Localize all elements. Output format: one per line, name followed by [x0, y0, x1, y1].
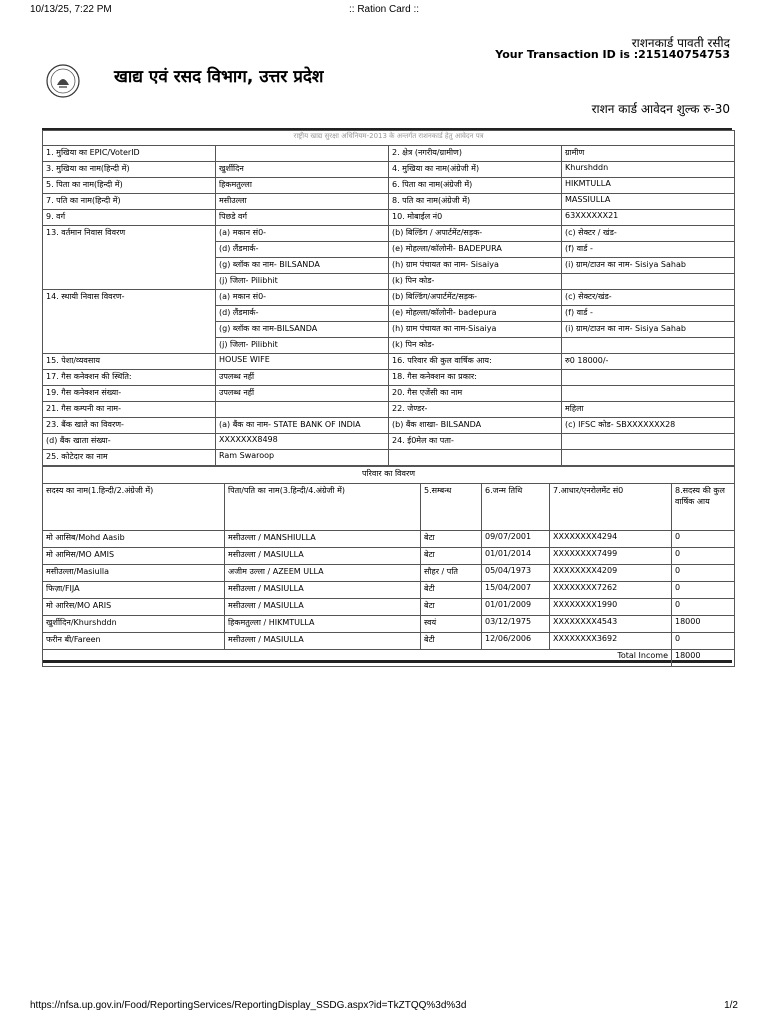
table-row — [43, 434, 735, 450]
member-relation: बेटी — [421, 582, 482, 599]
member-name: मो आसिब/Mohd Aasib — [43, 531, 225, 548]
address-part — [562, 274, 735, 290]
address-part: (c) सेक्टर / खंड- — [562, 226, 735, 242]
field-value: (a) बैंक का नाम- STATE BANK OF INDIA — [216, 418, 389, 434]
member-dob: 01/01/2009 — [482, 599, 550, 616]
current-address-label: 13. वर्तमान निवास विवरण — [43, 226, 216, 290]
field-value — [216, 146, 389, 162]
print-date: 10/13/25, 7:22 PM — [30, 4, 112, 15]
member-parent: हिकमतुल्ला / HIKMTULLA — [225, 616, 421, 633]
field-value: पिछडे वर्ग — [216, 210, 389, 226]
table-row — [43, 582, 735, 599]
field-label: 25. कोटेदार का नाम — [43, 450, 216, 466]
field-value: हिकमतुल्ला — [216, 178, 389, 194]
field-label: 9. वर्ग — [43, 210, 216, 226]
field-value — [562, 386, 735, 402]
total-income-label: Total Income — [43, 650, 672, 667]
address-part: (h) ग्राम पंचायत का नाम- Sisaiya — [389, 258, 562, 274]
table-row — [43, 226, 735, 242]
field-label: 17. गैस कनेक्शन की स्थिति: — [43, 370, 216, 386]
table-row — [43, 162, 735, 178]
table-row — [43, 531, 735, 548]
field-label: 8. पति का नाम(अंग्रेजी में) — [389, 194, 562, 210]
member-dob: 09/07/2001 — [482, 531, 550, 548]
field-label: 6. पिता का नाम(अंग्रेजी में) — [389, 178, 562, 194]
field-value — [562, 450, 735, 466]
field-label: 16. परिवार की कुल वार्षिक आय: — [389, 354, 562, 370]
member-relation: सौहर / पति — [421, 565, 482, 582]
table-row — [43, 633, 735, 650]
field-label: 3. मुखिया का नाम(हिन्दी में) — [43, 162, 216, 178]
field-label: 7. पति का नाम(हिन्दी में) — [43, 194, 216, 210]
form-subtitle: राष्ट्रीय खाद्य सुरक्षा अधिनियम-2013 के अन्तर्गत राशनकार्ड हेतु आवेदन पत्र — [43, 131, 735, 146]
member-relation: बेटा — [421, 548, 482, 565]
member-aadhaar: XXXXXXXX3692 — [550, 633, 672, 650]
table-row — [43, 194, 735, 210]
address-part: (e) मोहल्ला/कॉलोनी- BADEPURA — [389, 242, 562, 258]
member-relation: स्वयं — [421, 616, 482, 633]
table-row — [43, 210, 735, 226]
field-value: MASSIULLA — [562, 194, 735, 210]
field-label: 22. जेण्डर- — [389, 402, 562, 418]
table-row — [43, 290, 735, 306]
column-header: सदस्य का नाम(1.हिन्दी/2.अंग्रेजी में) — [43, 484, 225, 531]
department-title: खाद्य एवं रसद विभाग, उत्तर प्रदेश — [114, 67, 324, 87]
field-label: (d) बैंक खाता संख्या- — [43, 434, 216, 450]
member-name: फिज़ा/FIJA — [43, 582, 225, 599]
member-aadhaar: XXXXXXXX4543 — [550, 616, 672, 633]
table-row — [43, 599, 735, 616]
field-label: 5. पिता का नाम(हिन्दी में) — [43, 178, 216, 194]
member-aadhaar: XXXXXXXX4209 — [550, 565, 672, 582]
member-parent: अजीम उल्ला / AZEEM ULLA — [225, 565, 421, 582]
field-value: मसीउल्ला — [216, 194, 389, 210]
field-label: 24. ई0मेल का पता- — [389, 434, 562, 450]
family-section-title: परिवार का विवरण — [43, 467, 735, 484]
column-header: 5.सम्बन्ध — [421, 484, 482, 531]
field-value: Khurshddn — [562, 162, 735, 178]
field-value — [562, 434, 735, 450]
address-part: (a) मकान सं0- — [216, 290, 389, 306]
field-value: (c) IFSC कोड- SBXXXXXXX28 — [562, 418, 735, 434]
field-value: XXXXXXX8498 — [216, 434, 389, 450]
member-income: 0 — [672, 582, 735, 599]
transaction-id: Your Transaction ID is :215140754753 — [495, 48, 730, 61]
member-relation: बेटा — [421, 599, 482, 616]
field-value: उपलब्ध नहीं — [216, 370, 389, 386]
member-parent: मसीउल्ला / MASIULLA — [225, 548, 421, 565]
address-part: (i) ग्राम/टाउन का नाम- Sisiya Sahab — [562, 322, 735, 338]
member-aadhaar: XXXXXXXX4294 — [550, 531, 672, 548]
member-parent: मसीउल्ला / MASIULLA — [225, 633, 421, 650]
print-footer — [30, 1000, 738, 1014]
field-value — [562, 370, 735, 386]
application-form — [42, 128, 732, 663]
table-row — [43, 146, 735, 162]
receipt-header — [42, 34, 734, 126]
application-fee: राशन कार्ड आवेदन शुल्क रु-30 — [591, 102, 730, 116]
field-value: (b) बैंक शाखा- BILSANDA — [389, 418, 562, 434]
address-part: (j) जिला- Pilibhit — [216, 274, 389, 290]
member-name: खुर्शीदिन/Khurshddn — [43, 616, 225, 633]
member-aadhaar: XXXXXXXX1990 — [550, 599, 672, 616]
column-header: 8.सदस्य की कुल वार्षिक आय — [672, 484, 735, 531]
table-row — [43, 565, 735, 582]
address-part: (c) सेक्टर/खंड- — [562, 290, 735, 306]
address-part: (k) पिन कोड- — [389, 274, 562, 290]
table-row — [43, 548, 735, 565]
member-income: 0 — [672, 565, 735, 582]
family-header-row — [43, 484, 735, 531]
address-part: (e) मोहल्ला/कॉलोनी- badepura — [389, 306, 562, 322]
print-title: :: Ration Card :: — [348, 4, 420, 15]
field-label: 1. मुखिया का EPIC/VoterID — [43, 146, 216, 162]
member-name: मो आमिस/MO AMIS — [43, 548, 225, 565]
field-value — [216, 402, 389, 418]
field-label: 21. गैस कम्पनी का नाम- — [43, 402, 216, 418]
table-row — [43, 370, 735, 386]
member-income: 0 — [672, 531, 735, 548]
up-govt-emblem-icon — [46, 64, 80, 98]
member-relation: बेटी — [421, 633, 482, 650]
address-part — [562, 338, 735, 354]
field-value: ग्रामीण — [562, 146, 735, 162]
table-row — [43, 450, 735, 466]
address-part: (b) बिल्डिंग/अपार्टमेंट/सड़क- — [389, 290, 562, 306]
member-name: मो आरिस/MO ARIS — [43, 599, 225, 616]
address-part: (b) बिल्डिंग / अपार्टमेंट/सड़क- — [389, 226, 562, 242]
print-header — [30, 4, 738, 18]
address-part: (d) लैंडमार्क- — [216, 306, 389, 322]
member-aadhaar: XXXXXXXX7499 — [550, 548, 672, 565]
field-label: 2. क्षेत्र (नगरीय/ग्रामीण) — [389, 146, 562, 162]
member-parent: मसीउल्ला / MASIULLA — [225, 599, 421, 616]
member-income: 0 — [672, 599, 735, 616]
field-value: खुर्शीदिन — [216, 162, 389, 178]
member-parent: मसीउल्ला / MASIULLA — [225, 582, 421, 599]
table-row — [43, 418, 735, 434]
address-part: (j) जिला- Pilibhit — [216, 338, 389, 354]
member-aadhaar: XXXXXXXX7262 — [550, 582, 672, 599]
details-table — [42, 130, 735, 466]
table-row — [43, 616, 735, 633]
address-part: (k) पिन कोड- — [389, 338, 562, 354]
field-value: Ram Swaroop — [216, 450, 389, 466]
member-income: 0 — [672, 633, 735, 650]
field-value: HOUSE WIFE — [216, 354, 389, 370]
member-dob: 15/04/2007 — [482, 582, 550, 599]
field-value: रु0 18000/- — [562, 354, 735, 370]
table-row — [43, 178, 735, 194]
field-label: 20. गैस एजेंसी का नाम — [389, 386, 562, 402]
family-table — [42, 466, 735, 667]
member-dob: 12/06/2006 — [482, 633, 550, 650]
field-label: 18. गैस कनेक्शन का प्रकार: — [389, 370, 562, 386]
member-relation: बेटा — [421, 531, 482, 548]
column-header: पिता/पति का नाम(3.हिन्दी/4.अंग्रेजी में) — [225, 484, 421, 531]
field-value: उपलब्ध नहीं — [216, 386, 389, 402]
table-row — [43, 386, 735, 402]
member-parent: मसीउल्ला / MANSHIULLA — [225, 531, 421, 548]
field-value: 63XXXXXX21 — [562, 210, 735, 226]
member-income: 0 — [672, 548, 735, 565]
field-label — [389, 450, 562, 466]
field-label: 10. मोबाईल नं0 — [389, 210, 562, 226]
column-header: 6.जन्म तिथि — [482, 484, 550, 531]
address-part: (g) ब्लॉक का नाम- BILSANDA — [216, 258, 389, 274]
total-row — [43, 650, 735, 667]
page-number: 1/2 — [724, 1000, 738, 1011]
field-label: 15. पेशा/व्यवसाय — [43, 354, 216, 370]
address-part: (h) ग्राम पंचायत का नाम-Sisaiya — [389, 322, 562, 338]
field-label: 23. बैंक खाते का विवरण- — [43, 418, 216, 434]
address-part: (f) वार्ड - — [562, 306, 735, 322]
member-dob: 03/12/1975 — [482, 616, 550, 633]
field-value: महिला — [562, 402, 735, 418]
address-part: (d) लैंडमार्क- — [216, 242, 389, 258]
page-url: https://nfsa.up.gov.in/Food/ReportingServices/ReportingDisplay_SSDG.aspx?id=TkZTQQ%3d%3d — [30, 1000, 467, 1011]
field-value: HIKMTULLA — [562, 178, 735, 194]
member-dob: 01/01/2014 — [482, 548, 550, 565]
address-part: (g) ब्लॉक का नाम-BILSANDA — [216, 322, 389, 338]
receipt-title: राशनकार्ड पावती रसीद — [631, 36, 730, 50]
member-dob: 05/04/1973 — [482, 565, 550, 582]
table-row — [43, 354, 735, 370]
column-header: 7.आधार/एनरोलमेंट सं0 — [550, 484, 672, 531]
field-label: 19. गैस कनेक्शन संख्या- — [43, 386, 216, 402]
address-part: (a) मकान सं0- — [216, 226, 389, 242]
table-row — [43, 402, 735, 418]
address-part: (f) वार्ड - — [562, 242, 735, 258]
member-income: 18000 — [672, 616, 735, 633]
address-part: (i) ग्राम/टाउन का नाम- Sisiya Sahab — [562, 258, 735, 274]
field-label: 4. मुखिया का नाम(अंग्रेजी में) — [389, 162, 562, 178]
total-income-value: 18000 — [672, 650, 735, 667]
member-name: मसीउल्ला/Masiulla — [43, 565, 225, 582]
permanent-address-label: 14. स्थायी निवास विवरण- — [43, 290, 216, 354]
member-name: फरीन बी/Fareen — [43, 633, 225, 650]
